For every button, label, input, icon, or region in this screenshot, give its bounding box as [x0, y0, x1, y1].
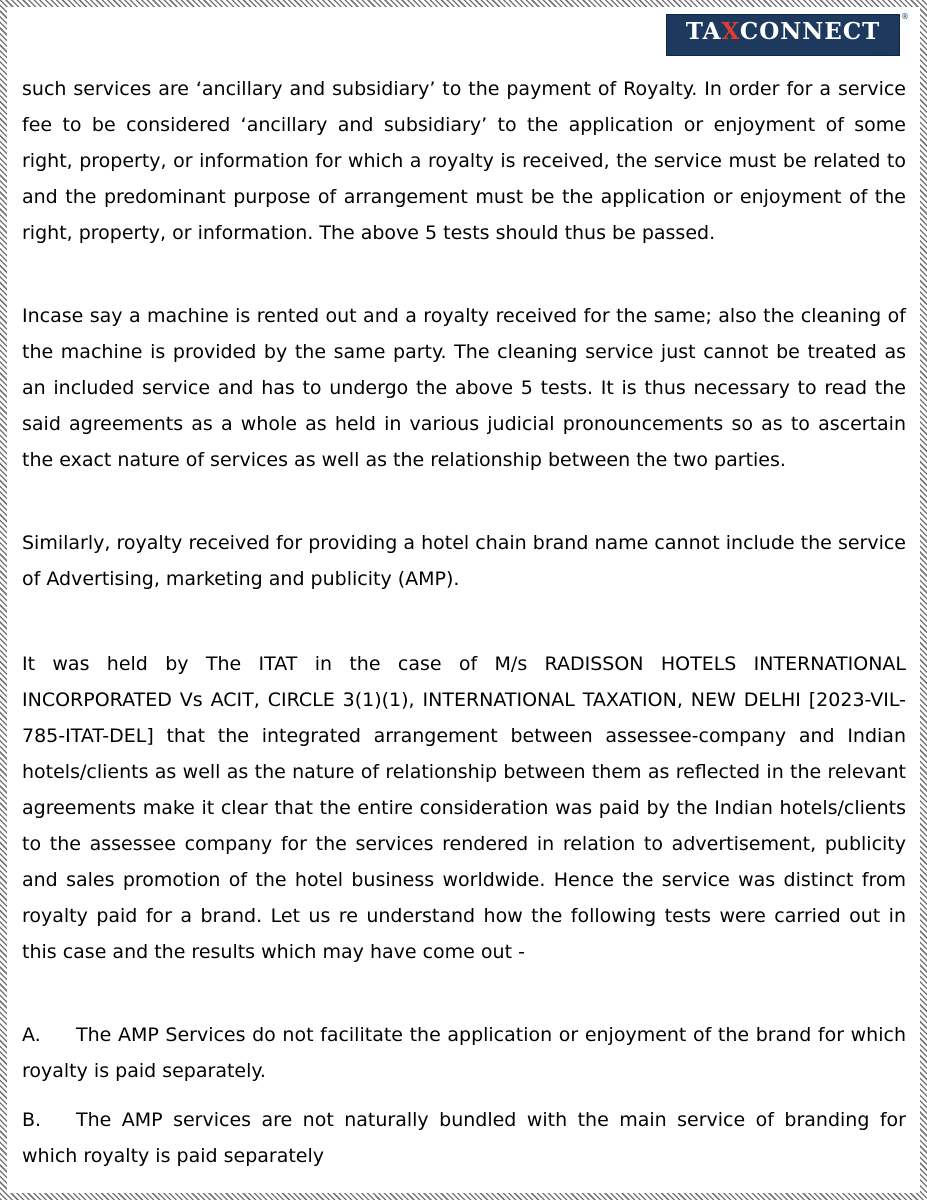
logo-word-part1: TA: [685, 18, 722, 45]
list-marker: A.: [22, 1024, 41, 1046]
paragraph-machine-example: Incase say a machine is rented out and a royalty received for the same; also the cleaning of the machine is provided by the same party. The cleaning service just cannot be treated as an included service and has to undergo the above 5 tests. It is thus necessary to read the said agreements as a whole as held in various judicial pronouncements so as to ascertain the exact nature of services as well as the relationship between the two parties.: [22, 305, 906, 471]
list-item-text: The AMP Services do not facilitate the application or enjoyment of the brand for which royalty is paid separately.: [22, 1024, 906, 1082]
paragraph-hotel-brand: Similarly, royalty received for providing a hotel chain brand name cannot include the service of Advertising, marketing and publicity (AMP).: [22, 532, 906, 590]
list-item: [22, 1102, 906, 1174]
list-item: [22, 1017, 906, 1089]
logo-tagline: EXCELLENCE IN LEGAL DELIVERABLES: [668, 45, 898, 56]
paragraph-ancillary-services: such services are ‘ancillary and subsidiary’ to the payment of Royalty. In order for a service fee to be considered ‘ancillary and subsidiary’ to the application or enjoyment of some right, property, or information for which a royalty is received, the service must be related to and the predominant purpose of arrangement must be the application or enjoyment of the right, property, or information. The above 5 tests should thus be passed.: [22, 78, 906, 244]
registered-mark: ®: [901, 12, 909, 21]
logo-x-mark: X: [721, 18, 740, 45]
list-marker: B.: [22, 1109, 42, 1131]
logo-word-part2: CONNECT: [739, 18, 881, 45]
paragraph-itat-case: It was held by The ITAT in the case of M/s RADISSON HOTELS INTERNATIONAL INCORPORATED Vs ACIT, CIRCLE 3(1)(1), INTERNATIONAL TAXATION, NEW DELHI [2023-VIL-785-ITAT-DEL] that the integrated arrangement between assessee-company and Indian hotels/clients as well as the nature of relationship between them as reflected in the relevant agreements make it clear that the entire consideration was paid by the Indian hotels/clients to the assessee company for the services rendered in relation to advertisement, publicity and sales promotion of the hotel business worldwide. Hence the service was distinct from royalty paid for a brand. Let us re understand how the following tests were carried out in this case and the results which may have come out -: [22, 653, 906, 963]
logo-wordmark: [667, 18, 899, 45]
list-item-text: The AMP services are not naturally bundled with the main service of branding for which royalty is paid separately: [22, 1109, 906, 1167]
